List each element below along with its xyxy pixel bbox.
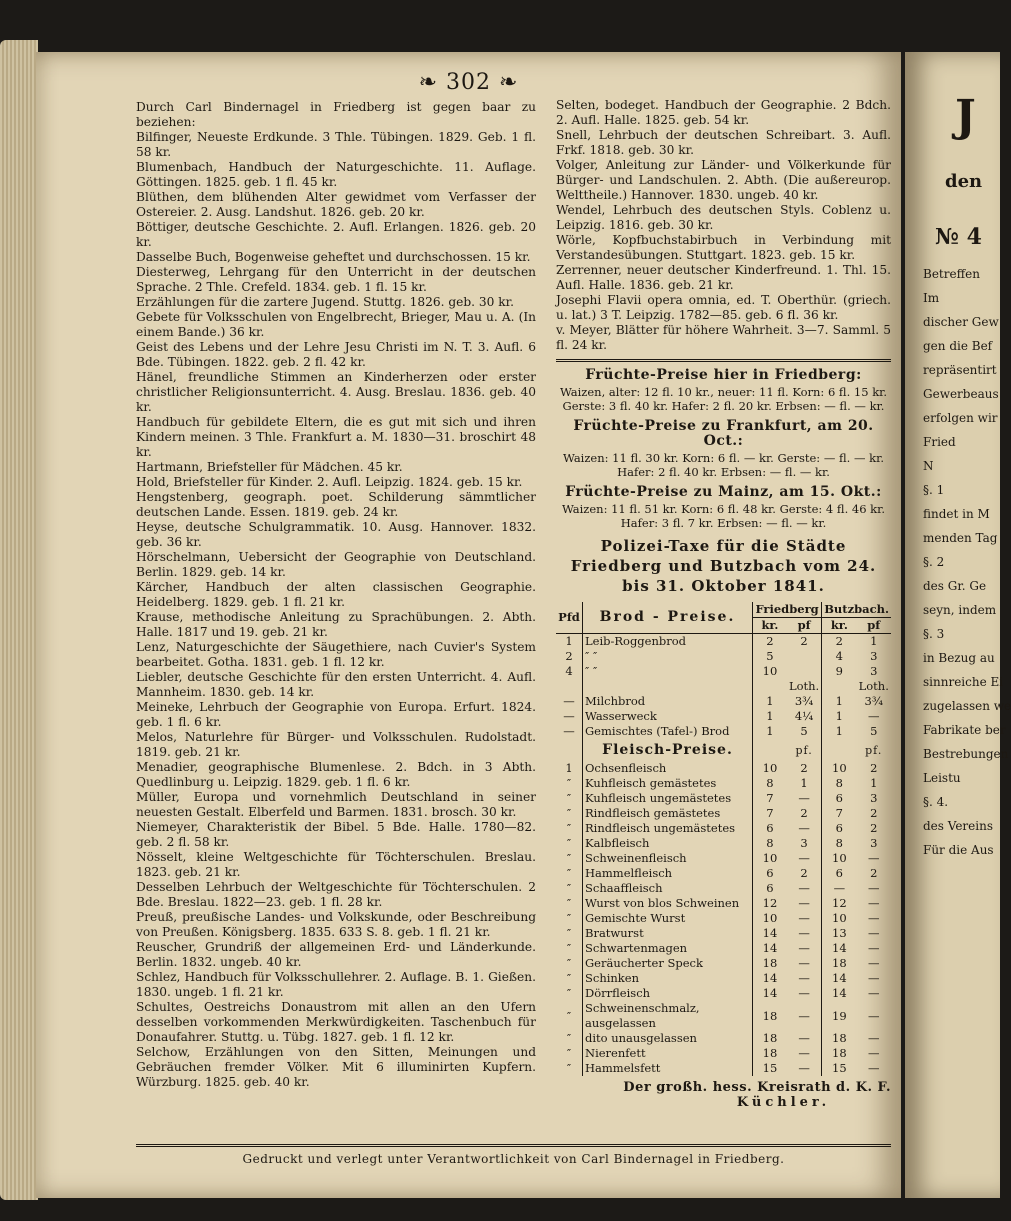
- pfd-cell: ″: [556, 926, 583, 941]
- bread-rows: [556, 634, 891, 740]
- item-cell: Dörrfleisch: [583, 986, 753, 1001]
- price-heading: Früchte-Preise zu Mainz, am 15. Okt.:: [565, 484, 882, 500]
- pfd-cell: ″: [556, 971, 583, 986]
- butzbach-pf: 2: [870, 866, 878, 880]
- friedberg-kr: 10: [762, 911, 778, 925]
- item-cell: dito unausgelassen: [583, 1031, 753, 1046]
- butzbach-kr: 14: [832, 971, 847, 985]
- butzbach-kr: 6: [835, 791, 843, 805]
- price-line: Gerste: 3 fl. 40 kr. Hafer: 2 fl. 20 kr. Erbsen: — fl. — kr.: [562, 399, 885, 413]
- butzbach-pf: 1: [870, 634, 878, 648]
- friedberg-pf: —: [787, 896, 822, 911]
- book-entry: Schultes, Oestreichs Donaustrom mit allen an den Ufern desselben vorkommenden Merkwürdigkeiten. Taschenbuch für Donaufahrer. Stuttg. u. Tübg. 1827. geb. 1 fl. 12 kr.: [136, 1000, 536, 1044]
- friedberg-pf: Loth.: [787, 679, 822, 694]
- friedberg-pf: 2: [787, 634, 822, 650]
- table-row: [556, 881, 891, 896]
- book-entry: Handbuch für gebildete Eltern, die es gut mit sich und ihren Kindern meinen. 3 Thle. Frankfurt a. M. 1830—31. broschirt 48 kr.: [136, 415, 536, 459]
- friedberg-pf: 2: [787, 761, 822, 776]
- book-entry: Schlez, Handbuch für Volksschullehrer. 2. Auflage. B. 1. Gießen. 1830. ungeb. 1 fl. 21 kr.: [136, 970, 536, 999]
- book-entry: Lenz, Naturgeschichte der Säugethiere, nach Cuvier's System bearbeitet. Gotha. 1831. geb. 1 fl. 12 kr.: [136, 640, 536, 669]
- book-entry: Blumenbach, Handbuch der Naturgeschichte. 11. Auflage. Göttingen. 1825. geb. 1 fl. 45 kr.: [136, 160, 536, 189]
- signature-name: Küchler.: [736, 1095, 831, 1110]
- col-header-pfd: Pfd: [556, 602, 583, 634]
- friedberg-pf: 2: [787, 806, 822, 821]
- friedberg-pf: —: [787, 881, 822, 896]
- book-entry: Selten, bodeget. Handbuch der Geographie. 2 Bdch. 2. Aufl. Halle. 1825. geb. 54 kr.: [556, 98, 891, 127]
- friedberg-pf: —: [787, 926, 822, 941]
- friedberg-kr: 2: [766, 634, 774, 648]
- book-entry: Hänel, freundliche Stimmen an Kinderherzen oder erster christlicher Religionsunterricht. 4. Ausg. Breslau. 1836. geb. 40 kr.: [136, 370, 536, 414]
- adjacent-page-line: № 4: [935, 224, 982, 250]
- adjacent-page-line: Fabrikate ber: [923, 723, 1006, 737]
- book-entry: Volger, Anleitung zur Länder- und Völkerkunde für Bürger- und Landschulen. 2. Abth. (Die außereurop. Welttheile.) Hannover. 1830. ungeb. 40 kr.: [556, 158, 891, 202]
- book-entry: Hartmann, Briefsteller für Mädchen. 45 kr.: [136, 460, 403, 474]
- butzbach-kr: 14: [832, 986, 847, 1000]
- adjacent-page-line: §. 4.: [923, 795, 949, 809]
- pfd-cell: ″: [556, 941, 583, 956]
- col-header-kr: kr.: [752, 618, 787, 634]
- friedberg-pf: —: [787, 1046, 822, 1061]
- item-cell: Kuhfleisch ungemästetes: [583, 791, 753, 806]
- adjacent-page-line: Betreffen: [923, 267, 980, 281]
- friedberg-kr: 6: [766, 866, 774, 880]
- butzbach-pf: —: [867, 1046, 880, 1060]
- friedberg-pf: —: [787, 1001, 822, 1031]
- book-entry: Nösselt, kleine Weltgeschichte für Töchterschulen. Breslau. 1823. geb. 21 kr.: [136, 850, 536, 879]
- price-line: Hafer: 2 fl. 40 kr. Erbsen: — fl. — kr.: [617, 465, 830, 479]
- signature-title: Der großh. hess. Kreisrath d. K. F.: [623, 1080, 891, 1095]
- friedberg-kr: 14: [762, 986, 778, 1000]
- friedberg-kr: 1: [766, 709, 774, 723]
- butzbach-pf: 3: [870, 836, 878, 850]
- item-cell: Schinken: [583, 971, 753, 986]
- friedberg-pf: —: [787, 791, 822, 806]
- pfd-cell: ″: [556, 911, 583, 926]
- pfd-cell: ″: [556, 896, 583, 911]
- adjacent-page-line: des Gr. Ge: [923, 579, 987, 593]
- butzbach-kr: 1: [835, 709, 843, 723]
- right-column: [556, 98, 891, 1110]
- friedberg-kr: 7: [766, 806, 774, 820]
- table-row: [556, 866, 891, 881]
- friedberg-pf: 4¼: [787, 709, 822, 724]
- item-cell: Schwartenmagen: [583, 941, 753, 956]
- price-line: Waizen: 11 fl. 51 kr. Korn: 6 fl. 48 kr. Gerste: 4 fl. 46 kr.: [561, 502, 886, 516]
- butzbach-pf: —: [867, 971, 880, 985]
- col-header-kr: kr.: [822, 618, 857, 634]
- item-cell: Wasserweck: [583, 709, 753, 724]
- butzbach-pf: 3: [870, 791, 878, 805]
- intro-text: Durch Carl Bindernagel in Friedberg ist gegen baar zu beziehen:: [136, 100, 536, 129]
- book-list-right: [556, 98, 891, 353]
- book-entry: Böttiger, deutsche Geschichte. 2. Aufl. Erlangen. 1826. geb. 20 kr.: [136, 220, 536, 249]
- pfd-cell: ″: [556, 866, 583, 881]
- friedberg-pf: 5: [787, 724, 822, 739]
- butzbach-pf: Loth.: [858, 679, 889, 693]
- adjacent-page-line: seyn, indem: [923, 603, 997, 617]
- adjacent-page-line: menden Tag: [923, 531, 998, 545]
- price-heading: Früchte-Preise hier in Friedberg:: [585, 367, 862, 383]
- item-cell: Rindfleisch ungemästetes: [583, 821, 753, 836]
- book-entry: Erzählungen für die zartere Jugend. Stuttg. 1826. geb. 30 kr.: [136, 295, 515, 309]
- butzbach-kr: 6: [835, 866, 843, 880]
- book-entry: Josephi Flavii opera omnia, ed. T. Oberthür. (griech. u. lat.) 3 T. Leipzig. 1782—85. geb. 6 fl. 36 kr.: [556, 293, 891, 322]
- table-row: [556, 926, 891, 941]
- book-entry: Meineke, Lehrbuch der Geographie von Europa. Erfurt. 1824. geb. 1 fl. 6 kr.: [136, 700, 536, 729]
- book-list-left: [136, 130, 536, 1090]
- meat-section-header: [556, 739, 891, 761]
- friedberg-pf: [787, 649, 822, 664]
- book-entry: Selchow, Erzählungen von den Sitten, Meinungen und Gebräuchen fremder Völker. Mit 6 illuminirten Kupfern. Würzburg. 1825. geb. 40 kr.: [136, 1045, 536, 1089]
- book-entry: Liebler, deutsche Geschichte für den ersten Unterricht. 4. Aufl. Mannheim. 1830. geb. 14 kr.: [136, 670, 536, 699]
- friedberg-kr: 6: [766, 881, 774, 895]
- butzbach-pf: —: [867, 911, 880, 925]
- friedberg-pf: —: [787, 1031, 822, 1046]
- friedberg-kr: 18: [762, 956, 778, 970]
- item-cell: Gemischtes (Tafel-) Brod: [583, 724, 753, 739]
- book-entry: Wendel, Lehrbuch des deutschen Styls. Coblenz u. Leipzig. 1816. geb. 30 kr.: [556, 203, 891, 232]
- book-entry: Müller, Europa und vornehmlich Deutschland in seiner neuesten Gestalt. Elberfeld und Barmen. 1831. brosch. 30 kr.: [136, 790, 536, 819]
- butzbach-pf: 3¾: [864, 694, 883, 708]
- friedberg-kr: 6: [766, 821, 774, 835]
- grain-price-friedberg: [556, 368, 891, 413]
- book-entry: Snell, Lehrbuch der deutschen Schreibart. 3. Aufl. Frkf. 1818. geb. 30 kr.: [556, 128, 891, 157]
- grain-price-mainz: [556, 485, 891, 530]
- meat-heading: Fleisch-Preise.: [583, 739, 753, 761]
- friedberg-pf: —: [787, 821, 822, 836]
- friedberg-kr: 15: [762, 1061, 778, 1075]
- meat-unit: pf.: [787, 739, 822, 761]
- butzbach-pf: —: [867, 926, 880, 940]
- butzbach-kr: 9: [835, 664, 843, 678]
- page-number: ❧ 302 ❧: [418, 70, 519, 95]
- butzbach-kr: 7: [835, 806, 843, 820]
- friedberg-kr: 8: [766, 836, 774, 850]
- friedberg-kr: 18: [762, 1008, 778, 1023]
- friedberg-pf: —: [787, 956, 822, 971]
- price-tax-table: [556, 602, 891, 1076]
- adjacent-page-line: den: [945, 171, 983, 192]
- pfd-cell: ″: [556, 791, 583, 806]
- adjacent-page-line: sinnreiche Ei: [923, 675, 1004, 689]
- table-row: [556, 956, 891, 971]
- item-cell: Hammelsfett: [583, 1061, 753, 1076]
- butzbach-kr: 6: [835, 821, 843, 835]
- book-entry: Bilfinger, Neueste Erdkunde. 3 Thle. Tübingen. 1829. Geb. 1 fl. 58 kr.: [136, 130, 536, 159]
- adjacent-page-line: J: [955, 91, 976, 142]
- pfd-cell: —: [556, 694, 583, 709]
- table-row: [556, 851, 891, 866]
- book-entry: Kärcher, Handbuch der alten classischen Geographie. Heidelberg. 1829. geb. 1 fl. 21 kr.: [136, 580, 536, 609]
- grain-price-frankfurt: [556, 419, 891, 479]
- table-row: [556, 941, 891, 956]
- col-header-pf: pf: [856, 618, 891, 634]
- book-entry: Krause, methodische Anleitung zu Sprachübungen. 2. Abth. Halle. 1817 und 19. geb. 21 kr.: [136, 610, 536, 639]
- left-column: [136, 100, 536, 1090]
- friedberg-pf: 3¾: [787, 694, 822, 709]
- adjacent-page-line: §. 1: [923, 483, 945, 497]
- adjacent-page-line: discher Gew: [923, 315, 999, 329]
- adjacent-page-line: erfolgen wir: [923, 411, 998, 425]
- book-entry: Blüthen, dem blühenden Alter gewidmet vom Verfasser der Ostereier. 2. Ausg. Landshut. 1826. geb. 20 kr.: [136, 190, 536, 219]
- butzbach-kr: [822, 679, 857, 694]
- item-cell: ″ ″: [583, 664, 753, 679]
- book-entry: Niemeyer, Charakteristik der Bibel. 5 Bde. Halle. 1780—82. geb. 2 fl. 58 kr.: [136, 820, 536, 849]
- pfd-cell: 4: [556, 664, 583, 679]
- book-entry: Desselben Lehrbuch der Weltgeschichte für Töchterschulen. 2 Bde. Breslau. 1822—23. geb. 1 fl. 28 kr.: [136, 880, 536, 909]
- table-row: [556, 896, 891, 911]
- table-row: [556, 761, 891, 776]
- table-row: [556, 986, 891, 1001]
- butzbach-kr: 14: [832, 941, 847, 955]
- table-row: [556, 776, 891, 791]
- friedberg-pf: —: [787, 851, 822, 866]
- table-row: [556, 806, 891, 821]
- book-entry: Reuscher, Grundriß der allgemeinen Erd- und Länderkunde. Berlin. 1832. ungeb. 40 kr.: [136, 940, 536, 969]
- friedberg-kr: 8: [766, 776, 774, 790]
- adjacent-page-line: Leistu: [923, 771, 961, 785]
- book-entry: Hörschelmann, Uebersicht der Geographie von Deutschland. Berlin. 1829. geb. 14 kr.: [136, 550, 536, 579]
- friedberg-pf: 2: [787, 866, 822, 881]
- pfd-cell: ″: [556, 806, 583, 821]
- butzbach-pf: —: [867, 986, 880, 1000]
- table-row: [556, 724, 891, 739]
- book-entry: Diesterweg, Lehrgang für den Unterricht in der deutschen Sprache. 2 Thle. Crefeld. 1834. geb. 1 fl. 15 kr.: [136, 265, 536, 294]
- butzbach-pf: —: [867, 851, 880, 865]
- butzbach-pf: 3: [870, 649, 878, 663]
- butzbach-kr: 8: [835, 836, 843, 850]
- friedberg-kr: 14: [762, 971, 778, 985]
- friedberg-pf: —: [787, 911, 822, 926]
- butzbach-pf: 2: [870, 821, 878, 835]
- friedberg-kr: 10: [762, 851, 778, 865]
- item-cell: Hammelfleisch: [583, 866, 753, 881]
- butzbach-kr: 8: [835, 776, 843, 790]
- book-page-edges: [0, 40, 38, 1200]
- pfd-cell: ″: [556, 1061, 583, 1076]
- table-row: [556, 1046, 891, 1061]
- butzbach-pf: —: [867, 1031, 880, 1045]
- book-entry: Dasselbe Buch, Bogenweise geheftet und durchschossen. 15 kr.: [136, 250, 531, 264]
- adjacent-page-line: zugelassen we: [923, 699, 1011, 713]
- adjacent-page-text: [905, 52, 1011, 862]
- butzbach-kr: 1: [835, 694, 843, 708]
- pfd-cell: —: [556, 709, 583, 724]
- butzbach-kr: 10: [832, 911, 847, 925]
- item-cell: Bratwurst: [583, 926, 753, 941]
- friedberg-kr: 10: [762, 664, 778, 678]
- friedberg-kr: 5: [766, 649, 774, 663]
- friedberg-pf: 3: [787, 836, 822, 851]
- table-row: [556, 791, 891, 806]
- book-entry: Gebete für Volksschulen von Engelbrecht, Brieger, Mau u. A. (In einem Bande.) 36 kr.: [136, 310, 536, 339]
- pfd-cell: ″: [556, 776, 583, 791]
- friedberg-kr: 12: [762, 896, 778, 910]
- table-row: [556, 1061, 891, 1076]
- butzbach-pf: —: [867, 881, 880, 895]
- book-entry: Menadier, geographische Blumenlese. 2. Bdch. in 3 Abth. Quedlinburg u. Leipzig. 1829. geb. 1 fl. 6 kr.: [136, 760, 536, 789]
- item-cell: Schaaffleisch: [583, 881, 753, 896]
- friedberg-pf: [787, 664, 822, 679]
- pfd-cell: ″: [556, 986, 583, 1001]
- pfd-cell: 2: [556, 649, 583, 664]
- adjacent-page-line: findet in M: [923, 507, 990, 521]
- butzbach-pf: 3: [870, 664, 878, 678]
- book-entry: Hengstenberg, geograph. poet. Schilderung sämmtlicher deutschen Lande. Essen. 1819. geb. 24 kr.: [136, 490, 536, 519]
- friedberg-kr: 14: [762, 926, 778, 940]
- butzbach-kr: 10: [832, 851, 847, 865]
- pfd-cell: ″: [556, 1031, 583, 1046]
- butzbach-kr: 1: [835, 724, 843, 738]
- butzbach-pf: 2: [870, 806, 878, 820]
- table-row: [556, 679, 891, 694]
- friedberg-kr: [752, 679, 787, 694]
- butzbach-kr: 18: [832, 1046, 847, 1060]
- butzbach-pf: —: [867, 941, 880, 955]
- table-row: [556, 694, 891, 709]
- table-row: [556, 911, 891, 926]
- butzbach-pf: —: [867, 1061, 880, 1075]
- adjacent-page-fragment: [905, 52, 1011, 1198]
- butzbach-pf: —: [867, 956, 880, 970]
- book-entry: Zerrenner, neuer deutscher Kinderfreund. 1. Thl. 15. Aufl. Halle. 1836. geb. 21 kr.: [556, 263, 891, 292]
- book-entry: Wörle, Kopfbuchstabirbuch in Verbindung mit Verstandesübungen. Stuttgart. 1823. geb. 15 kr.: [556, 233, 891, 262]
- adjacent-page-line: Im: [923, 291, 940, 305]
- item-cell: Schweinenschmalz, ausgelassen: [583, 1001, 753, 1031]
- butzbach-pf: —: [867, 896, 880, 910]
- butzbach-kr: 10: [832, 761, 847, 775]
- butzbach-kr: 2: [835, 634, 843, 648]
- table-row: [556, 821, 891, 836]
- butzbach-pf: 1: [870, 776, 878, 790]
- price-line: Waizen: 11 fl. 30 kr. Korn: 6 fl. — kr. Gerste: — fl. — kr.: [563, 451, 884, 465]
- pfd-cell: ″: [556, 851, 583, 866]
- adjacent-page-line: repräsentirt: [923, 363, 997, 377]
- item-cell: Wurst von blos Schweinen: [583, 896, 753, 911]
- friedberg-pf: 1: [787, 776, 822, 791]
- divider: [556, 359, 891, 362]
- pfd-cell: 1: [556, 761, 583, 776]
- butzbach-kr: 19: [832, 1008, 847, 1023]
- price-heading: Früchte-Preise zu Frankfurt, am 20. Oct.:: [573, 418, 874, 449]
- pfd-cell: [556, 679, 583, 694]
- table-row: [556, 709, 891, 724]
- adjacent-page-line: §. 2: [923, 555, 945, 569]
- adjacent-page-line: §. 3: [923, 627, 945, 641]
- adjacent-page-line: des Vereins: [923, 819, 993, 833]
- item-cell: Geräucherter Speck: [583, 956, 753, 971]
- document-page: [36, 52, 901, 1198]
- pfd-cell: ″: [556, 1046, 583, 1061]
- meat-rows: [556, 761, 891, 1076]
- book-entry: v. Meyer, Blätter für höhere Wahrheit. 3—7. Samml. 5 fl. 24 kr.: [556, 323, 891, 352]
- friedberg-pf: —: [787, 971, 822, 986]
- butzbach-pf: 2: [870, 761, 878, 775]
- pfd-cell: ″: [556, 881, 583, 896]
- butzbach-kr: —: [833, 881, 846, 895]
- adjacent-page-line: Gewerbeaus: [923, 387, 999, 401]
- butzbach-kr: 18: [832, 1031, 847, 1045]
- item-cell: Schweinenfleisch: [583, 851, 753, 866]
- imprint: Gedruckt und verlegt unter Verantwortlichkeit von Carl Bindernagel in Friedberg.: [136, 1144, 891, 1166]
- table-row: [556, 836, 891, 851]
- pfd-cell: ″: [556, 821, 583, 836]
- adjacent-page-line: N: [923, 459, 934, 473]
- table-row: [556, 1031, 891, 1046]
- item-cell: Kuhfleisch gemästetes: [583, 776, 753, 791]
- adjacent-page-line: Fried: [923, 435, 956, 449]
- item-cell: [583, 679, 753, 694]
- friedberg-kr: 7: [766, 791, 774, 805]
- book-entry: Preuß, preußische Landes- und Volkskunde, oder Beschreibung von Preußen. Königsberg. 1835. 633 S. 8. geb. 1 fl. 21 kr.: [136, 910, 536, 939]
- item-cell: Nierenfett: [583, 1046, 753, 1061]
- friedberg-kr: 1: [766, 694, 774, 708]
- pfd-cell: ″: [556, 836, 583, 851]
- col-header-bread: Brod - Preise.: [583, 602, 753, 634]
- book-entry: Heyse, deutsche Schulgrammatik. 10. Ausg. Hannover. 1832. geb. 36 kr.: [136, 520, 536, 549]
- friedberg-kr: 14: [762, 941, 778, 955]
- butzbach-kr: 18: [832, 956, 847, 970]
- pfd-cell: ″: [556, 1001, 583, 1031]
- price-line: Waizen, alter: 12 fl. 10 kr., neuer: 11 fl. Korn: 6 fl. 15 kr.: [559, 385, 888, 399]
- meat-unit: pf.: [865, 743, 883, 757]
- table-row: [556, 1001, 891, 1031]
- col-header-friedberg: Friedberg: [752, 602, 821, 618]
- friedberg-pf: —: [787, 986, 822, 1001]
- book-entry: Hold, Briefsteller für Kinder. 2. Aufl. Leipzig. 1824. geb. 15 kr.: [136, 475, 523, 489]
- pfd-cell: —: [556, 724, 583, 739]
- friedberg-kr: 10: [762, 761, 778, 775]
- table-row: [556, 634, 891, 650]
- item-cell: Leib-Roggenbrod: [583, 634, 753, 650]
- table-row: [556, 664, 891, 679]
- item-cell: Gemischte Wurst: [583, 911, 753, 926]
- butzbach-pf: 5: [870, 724, 878, 738]
- friedberg-kr: 1: [766, 724, 774, 738]
- butzbach-kr: 12: [832, 896, 847, 910]
- friedberg-pf: —: [787, 1061, 822, 1076]
- item-cell: Kalbfleisch: [583, 836, 753, 851]
- adjacent-page-line: Bestrebungen: [923, 747, 1009, 761]
- col-header-pf: pf: [787, 618, 822, 634]
- butzbach-pf: —: [867, 1008, 880, 1023]
- friedberg-kr: 18: [762, 1031, 778, 1045]
- book-entry: Melos, Naturlehre für Bürger- und Volksschulen. Rudolstadt. 1819. geb. 21 kr.: [136, 730, 536, 759]
- book-entry: Geist des Lebens und der Lehre Jesu Christi im N. T. 3. Aufl. 6 Bde. Tübingen. 1822. geb. 2 fl. 42 kr.: [136, 340, 536, 369]
- butzbach-kr: 15: [832, 1061, 847, 1075]
- item-cell: ″ ″: [583, 649, 753, 664]
- butzbach-kr: 13: [832, 926, 847, 940]
- adjacent-page-line: gen die Bef: [923, 339, 993, 353]
- item-cell: Rindfleisch gemästetes: [583, 806, 753, 821]
- police-tax-title: Polizei-Taxe für die Städte Friedberg und Butzbach vom 24. bis 31. Oktober 1841.: [570, 537, 877, 595]
- butzbach-kr: 4: [835, 649, 843, 663]
- adjacent-page-line: in Bezug au: [923, 651, 995, 665]
- pfd-cell: ″: [556, 956, 583, 971]
- table-row: [556, 649, 891, 664]
- adjacent-page-line: Für die Aus: [923, 843, 994, 857]
- item-cell: Ochsenfleisch: [583, 761, 753, 776]
- item-cell: Milchbrod: [583, 694, 753, 709]
- pfd-cell: 1: [556, 634, 583, 650]
- price-line: Hafer: 3 fl. 7 kr. Erbsen: — fl. — kr.: [620, 516, 827, 530]
- friedberg-pf: —: [787, 941, 822, 956]
- butzbach-pf: —: [867, 709, 880, 723]
- col-header-butzbach: Butzbach.: [822, 602, 891, 618]
- table-row: [556, 971, 891, 986]
- friedberg-kr: 18: [762, 1046, 778, 1060]
